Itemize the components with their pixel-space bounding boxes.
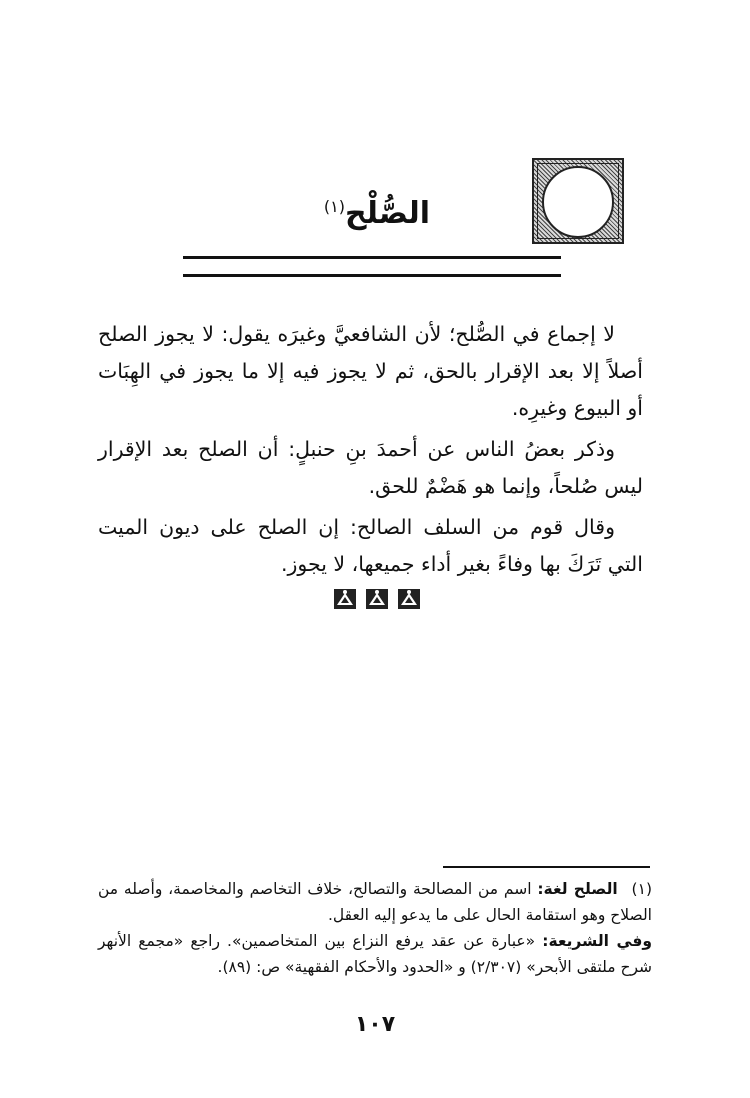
paragraph: وذكر بعضُ الناس عن أحمدَ بنِ حنبلٍ: أن الصلح بعد الإقرار ليس صُلحاً، وإنما هو هَضْمٌ للحق. [98,437,643,498]
footnote-item [98,876,652,928]
paragraph: وقال قوم من السلف الصالح: إن الصلح على ديون الميت التي تَرَكَ بها وفاءً بغير أداء جميعها، لا يجوز. [98,515,643,576]
chapter-footnote-ref[interactable]: (١) [323,197,346,216]
footnote-text: اسم من المصالحة والتصالح، خلاف التخاصم والمخاصمة، وأصله من الصلاح وهو استقامة الحال على ما يدعو إليه العقل. [98,880,652,924]
footnote-term: الصلح لغة: [537,880,618,898]
chapter-ornament-icon [532,158,624,244]
circle-emblem [542,166,614,238]
footnote-rule [443,866,650,868]
footnote-number: (١) [631,880,652,898]
ornament-icon [365,588,389,610]
footnote-text: «عبارة عن عقد يرفع النزاع بين المتخاصمين». راجع «مجمع الأنهر شرح ملتقى الأبحر» (٢/٣٠٧) و «الحدود والأحكام الفقهية» ص: (٨٩). [98,932,652,976]
body-text [98,316,643,587]
title-rule-bottom [183,274,561,277]
footnote-item [98,928,652,980]
ornament-icon [397,588,421,610]
footnotes [98,876,652,980]
section-separator [332,586,422,612]
paragraph: لا إجماع في الصُّلح؛ لأن الشافعيَّ وغيرَه يقول: لا يجوز الصلح أصلاً إلا بعد الإقرار بالحق، ثم لا يجوز فيه إلا ما يجوز في الهِبَات أو البيوع وغيرِه. [98,322,643,420]
page-number: ١٠٧ [354,1012,396,1037]
chapter-title-text: الصُّلْح [345,196,430,231]
title-rule-top [183,256,561,259]
ornament-icon [333,588,357,610]
chapter-title [324,196,430,231]
footnote-term: وفي الشريعة: [542,932,652,950]
